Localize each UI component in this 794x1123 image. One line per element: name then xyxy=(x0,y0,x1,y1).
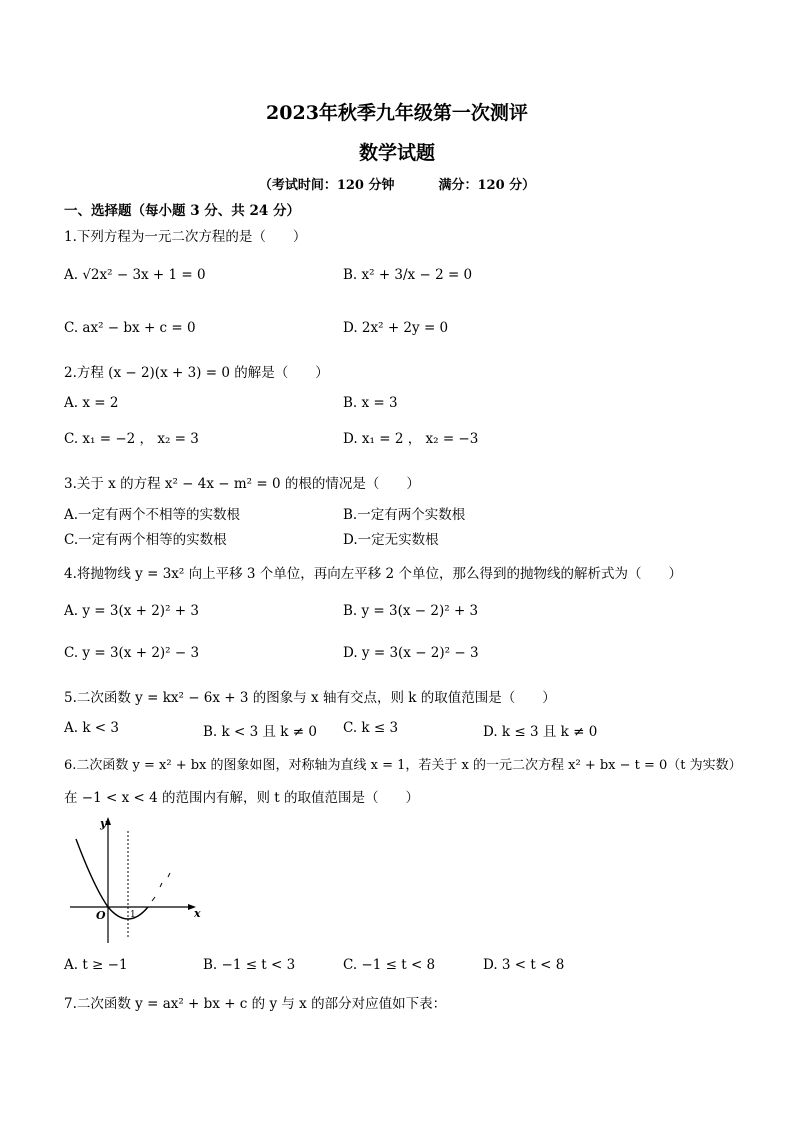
x-axis-label: x xyxy=(194,907,201,920)
question-6-stem-continued: 在 −1 < x < 4 的范围内有解，则 t 的取值范围是（ ） xyxy=(64,790,419,806)
section-heading: 一、选择题（每小题 3 分、共 24 分） xyxy=(64,203,300,219)
exam-info xyxy=(0,174,794,193)
question-4-option-c: C. y = 3(x + 2)² − 3 xyxy=(64,645,200,661)
question-1-option-d: D. 2x² + 2y = 0 xyxy=(343,320,449,336)
question-5-option-a: A. k < 3 xyxy=(64,720,119,736)
question-1-option-c: C. ax² − bx + c = 0 xyxy=(64,320,196,336)
question-3-stem: 3.关于 x 的方程 x² − 4x − m² = 0 的根的情况是（ ） xyxy=(64,476,420,492)
question-2-option-c: C. x₁ = −2 ， x₂ = 3 xyxy=(64,431,199,447)
page-subtitle: 数学试题 xyxy=(358,142,435,164)
question-6-option-d: D. 3 < t < 8 xyxy=(483,957,565,973)
question-2-stem: 2.方程 (x − 2)(x + 3) = 0 的解是（ ） xyxy=(64,365,329,381)
question-6-option-b: B. −1 ≤ t < 3 xyxy=(203,957,296,973)
question-5-option-d: D. k ≤ 3 且 k ≠ 0 xyxy=(483,724,598,740)
question-6-option-c: C. −1 ≤ t < 8 xyxy=(343,957,436,973)
question-3-option-d: D.一定无实数根 xyxy=(343,532,439,548)
curve-mark xyxy=(160,883,162,887)
tick-label-one: 1 xyxy=(130,910,136,920)
curve-mark xyxy=(152,897,155,901)
question-6-stem: 6.二次函数 y = x² + bx 的图象如图，对称轴为直线 x = 1，若关于 x 的一元二次方程 x² + bx − t = 0（t 为实数） xyxy=(64,758,742,773)
question-2-option-d: D. x₁ = 2 ， x₂ = −3 xyxy=(343,431,479,447)
question-2-option-a: A. x = 2 xyxy=(64,395,119,411)
question-7-stem: 7.二次函数 y = ax² + bx + c 的 y 与 x 的部分对应值如下表： xyxy=(64,996,447,1012)
question-4-option-b: B. y = 3(x − 2)² + 3 xyxy=(343,603,479,619)
question-4-option-a: A. y = 3(x + 2)² + 3 xyxy=(64,603,199,619)
question-5-option-b: B. k < 3 且 k ≠ 0 xyxy=(203,724,317,740)
question-4-option-d: D. y = 3(x − 2)² − 3 xyxy=(343,645,479,661)
curve-mark xyxy=(168,873,170,877)
question-3-option-c: C.一定有两个相等的实数根 xyxy=(64,532,227,548)
full-score: 满分：120 分） xyxy=(438,178,536,193)
y-axis-label: y xyxy=(100,817,107,830)
question-1-stem: 1.下列方程为一元二次方程的是（ ） xyxy=(64,229,307,245)
question-1-option-b: B. x² + 3/x − 2 = 0 xyxy=(343,267,473,283)
question-1-option-a: A. √2x² − 3x + 1 = 0 xyxy=(64,267,206,283)
exam-time: （考试时间：120 分钟 xyxy=(258,178,395,193)
page-title: 2023年秋季九年级第一次测评 xyxy=(266,102,528,124)
question-3-option-b: B.一定有两个实数根 xyxy=(343,507,466,523)
parabola-graph xyxy=(64,815,204,947)
question-4-stem: 4.将抛物线 y = 3x² 向上平移 3 个单位，再向左平移 2 个单位，那么得到的抛物线的解析式为（ ） xyxy=(64,566,682,582)
question-2-option-b: B. x = 3 xyxy=(343,395,398,411)
origin-label: O xyxy=(96,909,106,922)
question-5-option-c: C. k ≤ 3 xyxy=(343,720,399,736)
question-6-option-a: A. t ≥ −1 xyxy=(64,957,128,973)
question-5-stem: 5.二次函数 y = kx² − 6x + 3 的图象与 x 轴有交点，则 k 的取值范围是（ ） xyxy=(64,690,556,706)
question-3-option-a: A.一定有两个不相等的实数根 xyxy=(64,507,241,523)
